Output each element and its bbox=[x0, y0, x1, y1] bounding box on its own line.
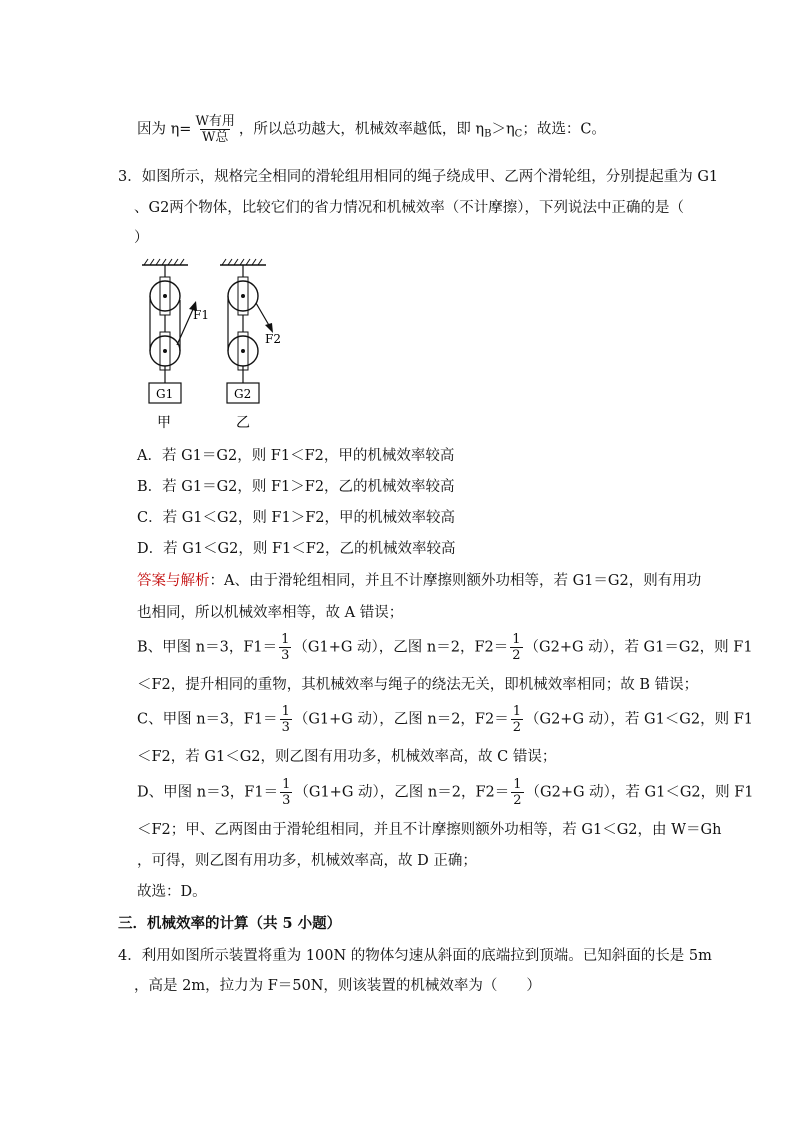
section-heading: 三．机械效率的计算（共 5 小题） bbox=[118, 915, 342, 932]
fraction-one-third: $\frac{1}{3}$ bbox=[282, 777, 291, 808]
answer-line-1 bbox=[137, 571, 701, 591]
analysis-b-line-1: B、甲图 n＝3，F1＝ $\frac{1}{3}$ （G1+G 动），乙图 n＝2，F2＝ $\frac{1}{2}$ （G2+G 动），若 G1＝G2，则 F1 bbox=[137, 632, 753, 663]
fraction-one-third: $\frac{1}{3}$ bbox=[281, 632, 290, 663]
ceiling-jia bbox=[142, 259, 188, 265]
analysis-d-line-1: D、甲图 n＝3，F1＝ $\frac{1}{3}$ （G1+G 动），乙图 n＝2，F2＝ $\frac{1}{2}$ （G2+G 动），若 G1＜G2，则 F1 bbox=[137, 777, 754, 808]
option-d: D．若 G1＜G2，则 F1＜F2，乙的机械效率较高 bbox=[137, 541, 456, 557]
analysis-d-line-3: ，可得，则乙图有用功多，机械效率高，故 D 正确； bbox=[137, 853, 477, 869]
final-answer: 故选：D。 bbox=[137, 884, 207, 900]
q4-stem-line-1: 4．利用如图所示装置将重为 100N 的物体匀速从斜面的底端拉到顶端。已知斜面的长是 5m bbox=[118, 948, 712, 964]
conclusion-text-b: ；故选：C。 bbox=[522, 121, 606, 138]
pulley-figure bbox=[134, 255, 314, 435]
caption-yi: 乙 bbox=[236, 415, 250, 431]
q3-stem-line-3: ） bbox=[134, 230, 149, 246]
analysis-b-line-2: ＜F2，提升相同的重物，其机械效率与绳子的绕法无关，即机械效率相同；故 B 错误； bbox=[137, 677, 699, 693]
subscript-c: C bbox=[514, 128, 523, 140]
q3-stem-line-2: 、G2两个物体，比较它们的省力情况和机械效率（不计摩擦），下列说法中正确的是（ bbox=[134, 200, 685, 216]
q4-stem-line-2: ，高是 2m，拉力为 F＝50N，则该装置的机械效率为（ ） bbox=[134, 978, 541, 994]
fraction-one-half: $\frac{1}{2}$ bbox=[512, 704, 521, 735]
conclusion-text-a: ，所以总功越大，机械效率越低，即 η bbox=[238, 121, 485, 138]
ceiling-yi bbox=[220, 259, 266, 265]
rope-pull-yi bbox=[256, 303, 270, 327]
efficiency-fraction bbox=[193, 114, 236, 145]
answer-label: 答案与解析 bbox=[137, 573, 210, 589]
analysis-c-line-1: C、甲图 n＝3，F1＝ $\frac{1}{3}$ （G1+G 动），乙图 n＝2，F2＝ $\frac{1}{2}$ （G2+G 动），若 G1＜G2，则 F1 bbox=[137, 704, 754, 735]
fraction-one-half: $\frac{1}{2}$ bbox=[512, 632, 521, 663]
fraction-denominator: W总 bbox=[201, 130, 229, 145]
option-a: A．若 G1＝G2，则 F1＜F2，甲的机械效率较高 bbox=[137, 448, 455, 464]
answer-a-text: ：A、由于滑轮组相同，并且不计摩擦则额外功相等，若 G1＝G2，则有用功 bbox=[209, 573, 702, 589]
fraction-one-third: $\frac{1}{3}$ bbox=[281, 704, 290, 735]
q3-stem-line-1: 3．如图所示，规格完全相同的滑轮组用相同的绳子绕成甲、乙两个滑轮组，分别提起重为 G1 bbox=[118, 169, 719, 185]
analysis-c-line-2: ＜F2，若 G1＜G2，则乙图有用功多，机械效率高，故 C 错误； bbox=[137, 749, 557, 765]
analysis-d-line-2: ＜F2；甲、乙两图由于滑轮组相同，并且不计摩擦则额外功相等，若 G1＜G2，由 W＝Gh bbox=[137, 822, 722, 838]
fraction-numerator: W有用 bbox=[195, 114, 235, 129]
comparison-symbol: ＞η bbox=[491, 121, 515, 138]
subscript-b: B bbox=[484, 128, 492, 140]
eta-prefix: 因为 η= bbox=[137, 121, 192, 138]
weight-label-g2: G2 bbox=[234, 387, 252, 401]
caption-jia: 甲 bbox=[157, 415, 171, 431]
fraction-one-half: $\frac{1}{2}$ bbox=[513, 777, 522, 808]
option-c: C．若 G1＜G2，则 F1＞F2，甲的机械效率较高 bbox=[137, 510, 456, 526]
option-b: B．若 G1＝G2，则 F1＞F2，乙的机械效率较高 bbox=[137, 479, 455, 495]
force-label-f2: F2 bbox=[265, 332, 281, 346]
weight-label-g1: G1 bbox=[156, 387, 174, 401]
force-label-f1: F1 bbox=[193, 308, 209, 322]
answer-line-2: 也相同，所以机械效率相等，故 A 错误； bbox=[137, 605, 404, 621]
efficiency-conclusion-line bbox=[137, 114, 606, 149]
